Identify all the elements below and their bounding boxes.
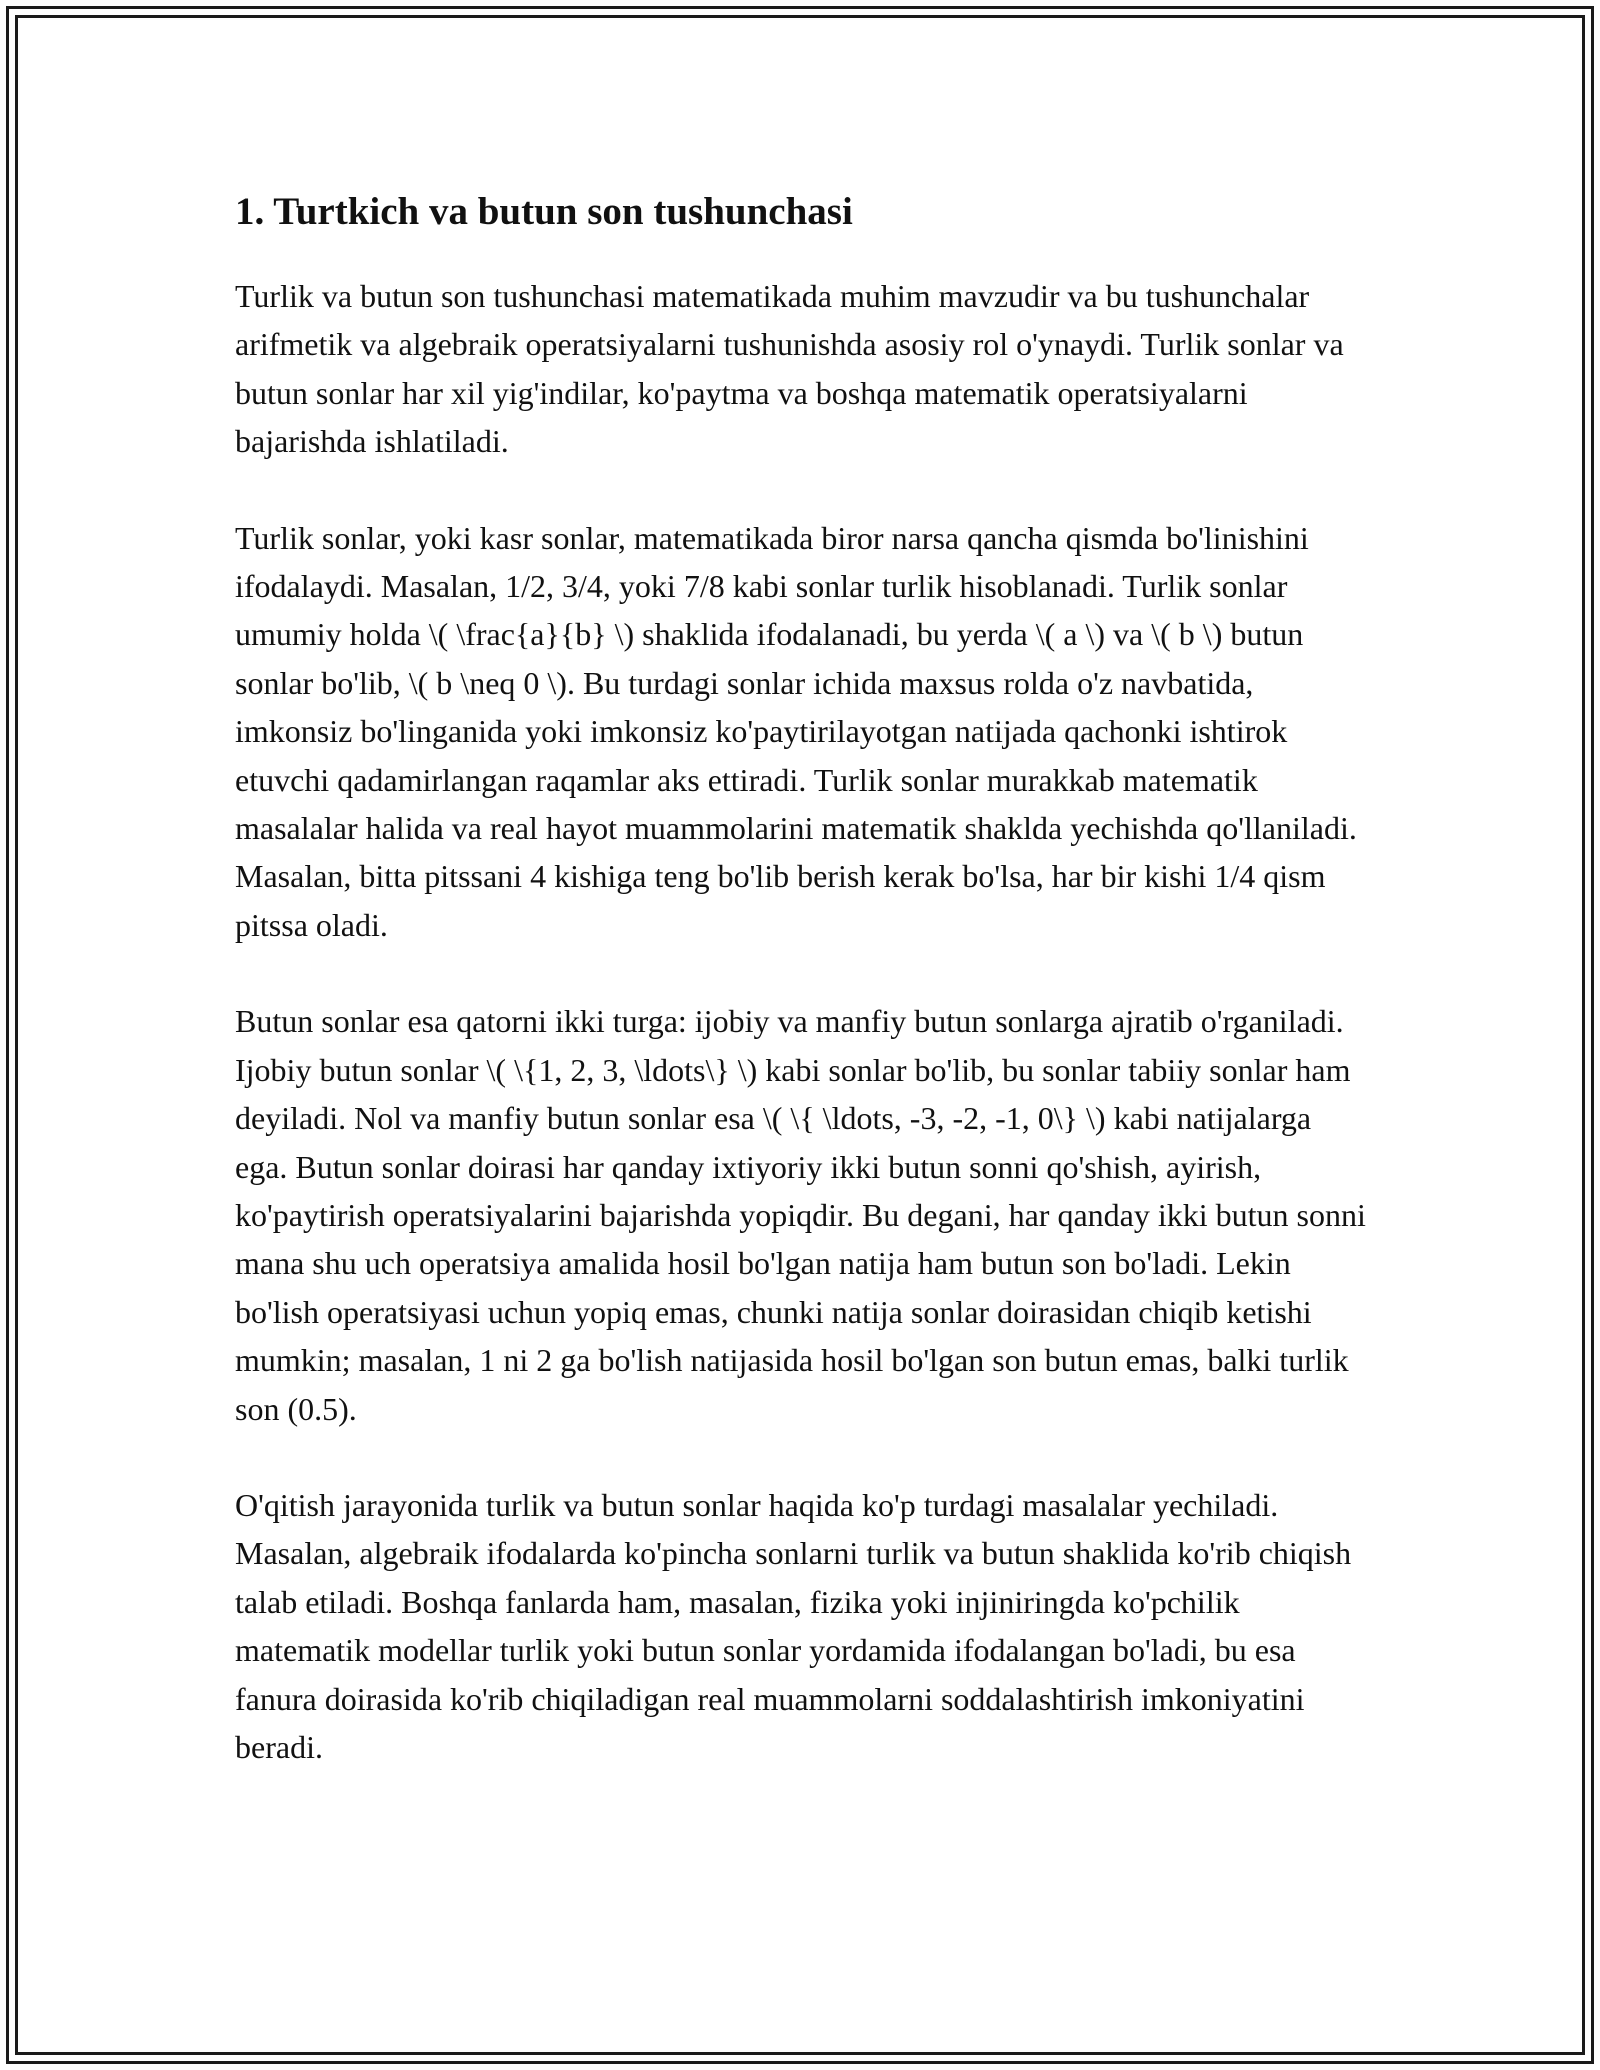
paragraph-teaching: O'qitish jarayonida turlik va butun sonlar haqida ko'p turdagi masalalar yechiladi. Masalan, algebraik ifodalarda ko'pincha sonlarni turlik va butun shaklida ko'rib chiqish talab etiladi. Boshqa fanlarda ham, masalan, fizika yoki injiniringda ko'pchilik matematik modellar turlik yoki butun sonlar yordamida ifodalangan bo'ladi, bu esa fanura doirasida ko'rib chiqiladigan real muammolarni soddalashtirish imkoniyatini beradi. <box>235 1486 1352 1765</box>
document-body <box>235 186 1370 1819</box>
paragraph-integers: Butun sonlar esa qatorni ikki turga: ijobiy va manfiy butun sonlarga ajratib o'rganiladi. Ijobiy butun sonlar \( \{1, 2, 3, \ldots\} \) kabi sonlar bo'lib, bu sonlar tabiiy sonlar ham deyiladi. Nol va manfiy butun sonlar esa \( \{ \ldots, -3, -2, -1, 0\} \) kabi natijalarga ega. Butun sonlar doirasi har qanday ixtiyoriy ikki butun sonni qo'shish, ayirish, ko'paytirish operatsiyalarini bajarishda yopiqdir. Bu degani, har qanday ikki butun sonni mana shu uch operatsiya amalida hosil bo'lgan natija ham butun son bo'ladi. Lekin bo'lish operatsiyasi uchun yopiq emas, chunki natija sonlar doirasidan chiqib ketishi mumkin; masalan, 1 ni 2 ga bo'lish natijasida hosil bo'lgan son butun emas, balki turlik son (0.5). <box>235 1003 1366 1427</box>
paragraph-fractions: Turlik sonlar, yoki kasr sonlar, matematikada biror narsa qancha qismda bo'linishini ifodalaydi. Masalan, 1/2, 3/4, yoki 7/8 kabi sonlar turlik hisoblanadi. Turlik sonlar umumiy holda \( \frac{a}{b} \) shaklida ifodalanadi, bu yerda \( a \) va \( b \) butun sonlar bo'lib, \( b \neq 0 \). Bu turdagi sonlar ichida maxsus rolda o'z navbatida, imkonsiz bo'linganida yoki imkonsiz ko'paytirilayotgan natijada qachonki ishtirok etuvchi qadamirlangan raqamlar aks ettiradi. Turlik sonlar murakkab matematik masalalar halida va real hayot muammolarini matematik shaklda yechishda qo'llaniladi. Masalan, bitta pitssani 4 kishiga teng bo'lib berish kerak bo'lsa, har bir kishi 1/4 qism pitssa oladi. <box>235 519 1357 943</box>
paragraph-intro: Turlik va butun son tushunchasi matematikada muhim mavzudir va bu tushunchalar arifmetik va algebraik operatsiyalarni tushunishda asosiy rol o'ynaydi. Turlik sonlar va butun sonlar har xil yig'indilar, ko'paytma va boshqa matematik operatsiyalarni bajarishda ishlatiladi. <box>235 278 1344 460</box>
section-heading: 1. Turtkich va butun son tushunchasi <box>235 190 853 233</box>
